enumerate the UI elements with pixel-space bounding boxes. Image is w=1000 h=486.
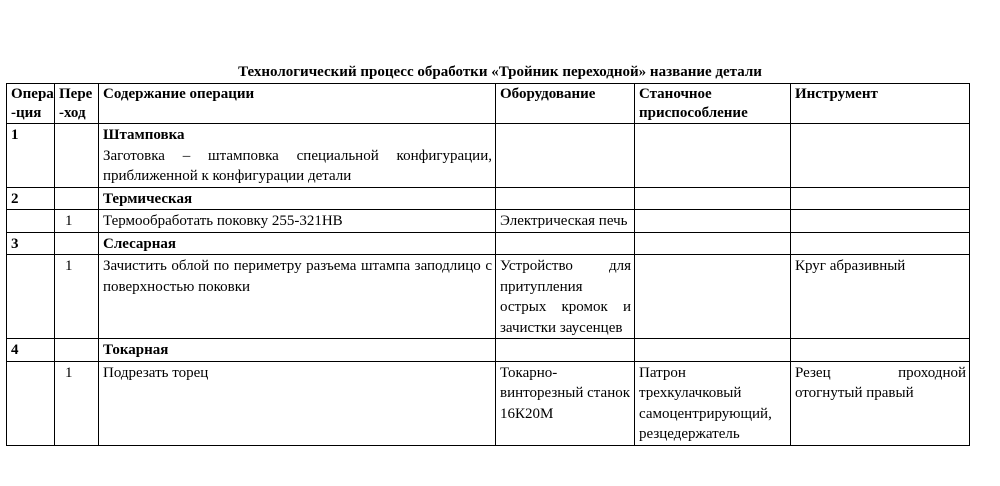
header-equipment: Оборудование [496,84,635,124]
table-row [7,210,970,233]
operation-name: Штамповка [103,127,185,143]
step-tool: Резец проходной отогнутый правый [791,361,970,445]
operation-number: 2 [7,187,55,210]
step-number: 1 [55,210,99,233]
operation-description: Заготовка – штамповка специальной конфигурации, приближенной к конфигурации детали [103,147,492,184]
step-number: 1 [55,361,99,445]
step-fixture: Патрон трехкулачковый самоцентрирующий, резцедержатель [635,361,791,445]
table-row [7,361,970,445]
step-content: Подрезать торец [99,361,496,445]
operation-name: Слесарная [99,232,496,255]
process-table [6,83,970,446]
table-row [7,339,970,362]
step-content: Зачистить облой по периметру разъема штампа заподлицо с поверхностью поковки [99,255,496,339]
table-row [7,124,970,188]
step-tool: Круг абразивный [791,255,970,339]
header-tool: Инструмент [791,84,970,124]
step-equipment: Электрическая печь [496,210,635,233]
step-equipment: Токарно-винторезный станок 16К20М [496,361,635,445]
table-row [7,255,970,339]
header-step: Пере -ход [55,84,99,124]
header-operation: Опера -ция [7,84,55,124]
header-fixture: Станочное приспособление [635,84,791,124]
operation-name: Токарная [99,339,496,362]
header-row [7,84,970,124]
operation-number: 4 [7,339,55,362]
table-row [7,232,970,255]
document-title: Технологический процесс обработки «Тройник переходной» название детали [238,64,762,80]
table-row [7,187,970,210]
step-number: 1 [55,255,99,339]
step-content: Термообработать поковку 255-321НВ [99,210,496,233]
operation-content [99,124,496,188]
header-content: Содержание операции [99,84,496,124]
operation-number: 1 [7,124,55,188]
step-equipment: Устройство для притупления острых кромок и зачистки заусенцев [496,255,635,339]
operation-name: Термическая [99,187,496,210]
operation-number: 3 [7,232,55,255]
